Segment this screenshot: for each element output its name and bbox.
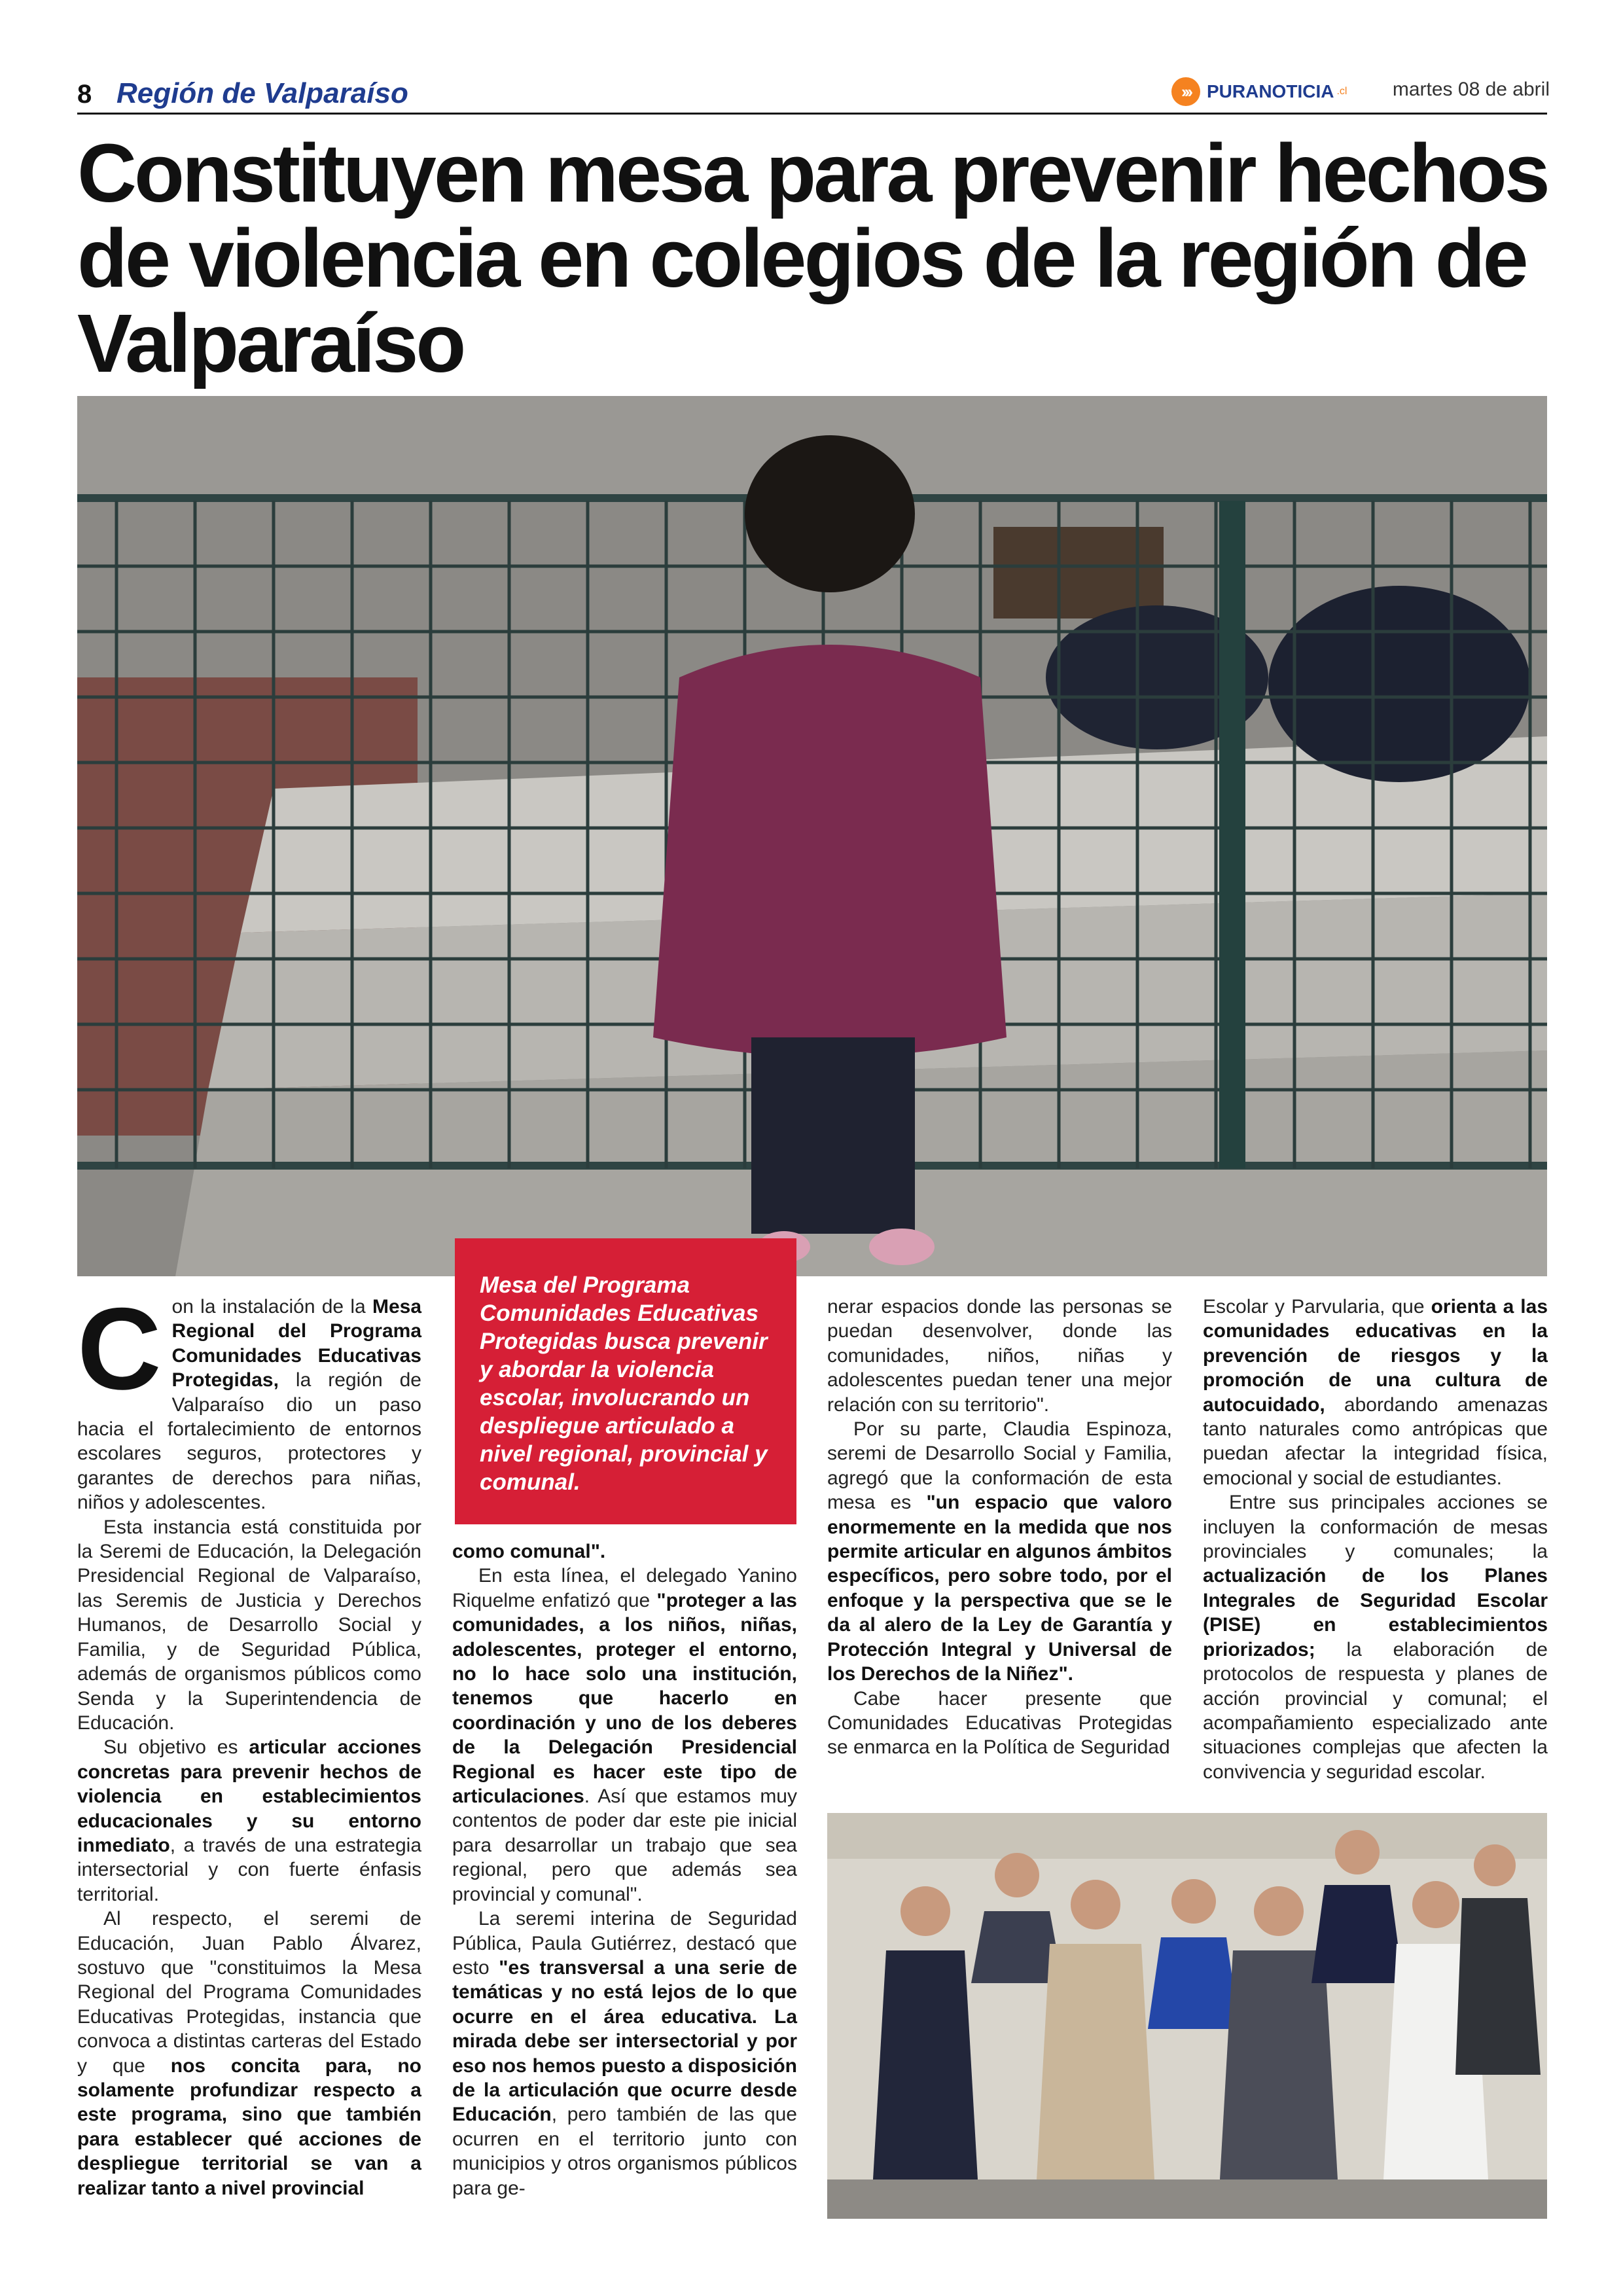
bold-run: "proteger a las comunidades, a los niños, niñas, adolescentes, proteger el entorno, no lo hace solo una institución, tenemos que hacerlo en coordinación y uno de los deberes de la Delegación Presidencial Regional es hacer este tipo de articulaciones	[452, 1589, 797, 1808]
bold-run: nos concita para, no solamente profundizar respecto a este programa, sino que también para establecer qué acciones de despliegue territorial se van a realizar tanto a nivel provincial	[77, 2054, 421, 2199]
paragraph	[77, 1907, 421, 2200]
logo-domain: .cl	[1336, 86, 1347, 97]
paragraph	[1203, 1295, 1548, 1490]
logo-chevrons-icon: ›››	[1171, 77, 1200, 106]
photo-caption-box	[455, 1238, 796, 1524]
paragraph	[452, 1539, 797, 1564]
paragraph	[452, 1907, 797, 2200]
paragraph: Esta instancia está constituida por la Seremi de Educación, la Delegación Presidencial Regional de Valparaíso, las Seremis de Justicia y Derechos Humanos, de Desarrollo Social y Familia, y de Seguridad Pública, además de organismos públicos como Senda y la Superintendencia de Educación.	[77, 1516, 421, 1734]
paragraph	[77, 1735, 421, 1907]
photo-caption: Mesa del Programa Comunidades Educativas Protegidas busca prevenir y abordar la violencia escolar, involucrando un despliegue articulado a nivel regional, provincial y comunal.	[480, 1272, 768, 1495]
article-column-3	[827, 1295, 1172, 1760]
headline: Constituyen mesa para prevenir hechos de violencia en colegios de la región de Valparaíso	[77, 127, 1548, 389]
header-divider	[77, 113, 1547, 115]
text-run: la elaboración de protocolos de respuesta y planes de acción provincial y comunal; el acompañamiento especializado ante situaciones complejas que afecten la convivencia y seguridad escolar.	[1203, 1638, 1548, 1783]
article-column-4	[1203, 1295, 1548, 1784]
issue-date: martes 08 de abril	[1392, 79, 1550, 100]
bold-run: Mesa Regional del Programa Comunidades Educativas Protegidas,	[171, 1296, 421, 1391]
text-run: . Así que estamos muy contentos de poder dar este pie inicial para desarrollar un trabajo que sea regional, pero que además sea provincial y comunal".	[452, 1785, 797, 1905]
paragraph: nerar espacios donde las personas se puedan desenvolver, donde las comunidades, niños, niñas y adolescentes puedan tener una mejor relación con su territorio".	[827, 1296, 1172, 1416]
text-run: Al respecto, el seremi de Educación, Juan Pablo Álvarez, sostuvo que "constituimos la Mesa Regional del Programa Comunidades Educativas Protegidas, instancia que convoca a distintas carteras del Estado y que	[77, 1908, 421, 2077]
text-run: , a través de una estrategia intersectorial y con fuerte énfasis territorial.	[77, 1834, 421, 1905]
bold-run: actualización de los Planes Integrales de Seguridad Escolar (PISE) en establecimientos priorizados;	[1203, 1565, 1548, 1660]
text-run: Entre sus principales acciones se incluyen la conformación de mesas provinciales y comunales; la	[1203, 1492, 1548, 1563]
text-run: Por su parte, Claudia Espinoza, seremi de Desarrollo Social y Familia, agregó que la conformación de esta mesa es	[827, 1418, 1172, 1514]
text-run: , pero también de las que ocurren en el territorio junto con municipios y otros organismos públicos para ge-	[452, 2104, 797, 2199]
publication-logo	[1171, 77, 1347, 106]
drop-cap: C	[77, 1283, 162, 1414]
page-number: 8	[77, 80, 92, 109]
paragraph	[827, 1417, 1172, 1686]
text-run: on la instalación de la	[171, 1296, 372, 1318]
paragraph	[77, 1283, 421, 1515]
text-run: abordando amenazas tanto naturales como antrópicas que puedan afectar la integridad física, emocional y social de estudiantes.	[1203, 1393, 1548, 1489]
main-photo	[77, 396, 1547, 1276]
bold-run: articular acciones concretas para prevenir hechos de violencia en establecimientos educacionales y su entorno inmediato	[77, 1736, 421, 1856]
bold-run: "un espacio que valoro enormemente en la medida que nos permite articular en algunos ámbitos específicos, pero sobre todo, por el enfoque y la perspectiva que se le da al alero de la Ley de Garantía y Protección Integral y Universal de los Derechos de la Niñez".	[827, 1492, 1173, 1685]
article-column-1	[77, 1283, 421, 2200]
group-photo	[827, 1813, 1547, 2219]
logo-text: PURANOTICIA	[1207, 81, 1334, 101]
bold-run: orienta a las comunidades educativas en la prevención de riesgos y la promoción de una cultura de autocuidado,	[1203, 1296, 1548, 1416]
text-run: En esta línea, el delegado Yanino Riquelme enfatizó que	[452, 1565, 797, 1611]
bold-run: como comunal".	[452, 1541, 606, 1562]
paragraph	[1203, 1490, 1548, 1784]
text-run: Escolar y Parvularia, que	[1203, 1296, 1431, 1318]
text-run: La seremi interina de Seguridad Pública, Paula Gutiérrez, destacó que esto	[452, 1908, 797, 1979]
bold-run: "es transversal a una serie de temáticas y no está lejos de lo que ocurre en el área educativa. La mirada debe ser intersectorial y por eso nos hemos puesto a disposición de la articulación que ocurre desde Educación	[452, 1956, 798, 2126]
text-run: Su objetivo es	[103, 1736, 249, 1759]
text-run: la región de Valparaíso dio un paso hacia el fortalecimiento de entornos escolares seguros, protectores y garantes de derechos para niñas, niños y adolescentes.	[77, 1369, 421, 1514]
article-column-2	[452, 1539, 797, 2200]
paragraph: Cabe hacer presente que Comunidades Educativas Protegidas se enmarca en la Política de Seguridad	[827, 1687, 1172, 1759]
section-title: Región de Valparaíso	[116, 77, 408, 109]
paragraph	[452, 1564, 797, 1907]
